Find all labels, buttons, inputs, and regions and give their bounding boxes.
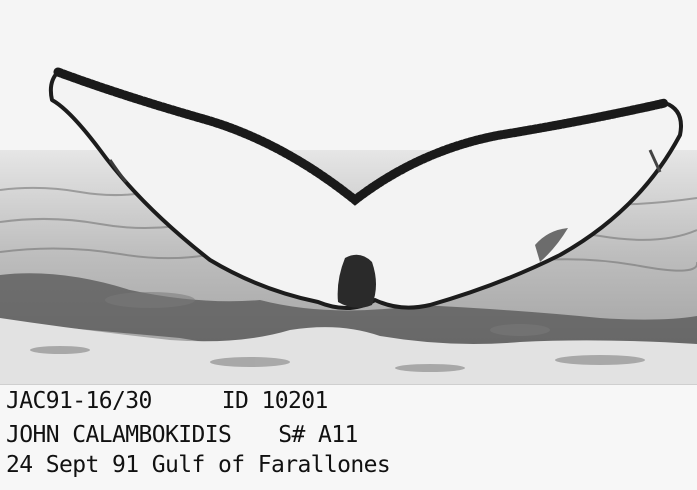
caption-line-3 bbox=[6, 451, 390, 479]
sighting-number: S# A11 bbox=[278, 422, 358, 448]
photographer-name: JOHN CALAMBOKIDIS bbox=[6, 422, 232, 448]
fluke-notch-marking bbox=[338, 255, 376, 308]
photo-reference: JAC91-16/30 bbox=[6, 388, 152, 414]
caption-line-1 bbox=[6, 387, 328, 415]
caption-line-2 bbox=[6, 421, 358, 449]
photo-caption bbox=[0, 384, 697, 490]
whale-id: ID 10201 bbox=[221, 388, 328, 414]
date-location: 24 Sept 91 Gulf of Farallones bbox=[6, 452, 391, 478]
